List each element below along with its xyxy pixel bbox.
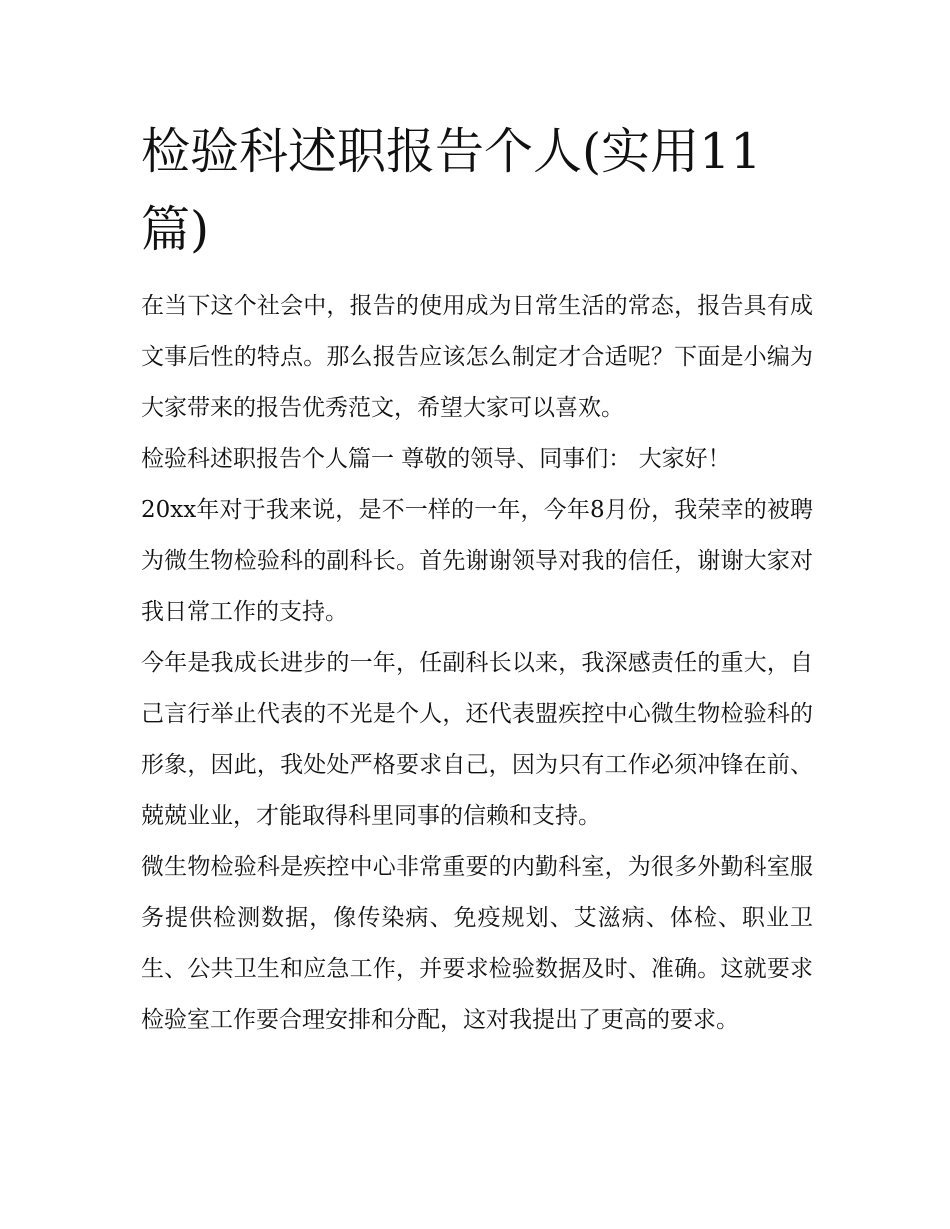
document-body bbox=[141, 281, 813, 1046]
paragraph-growth: 今年是我成长进步的一年，任副科长以来，我深感责任的重大，自己言行举止代表的不光是个人，还代表盟疾控中心微生物检验科的形象，因此，我处处严格要求自己，因为只有工作必须冲锋在前、兢兢业业，才能取得科里同事的信赖和支持。 bbox=[141, 650, 813, 829]
paragraph-appointment: 20xx年对于我来说，是不一样的一年，今年8月份，我荣幸的被聘为微生物检验科的副科长。首先谢谢领导对我的信任，谢谢大家对我日常工作的支持。 bbox=[141, 497, 813, 625]
paragraph-greeting: 检验科述职报告个人篇一 尊敬的领导、同事们： 大家好！ bbox=[141, 446, 731, 472]
document-title: 检验科述职报告个人(实用11篇) bbox=[141, 123, 762, 258]
paragraph-department: 微生物检验科是疾控中心非常重要的内勤科室，为很多外勤科室服务提供检测数据，像传染病、免疫规划、艾滋病、体检、职业卫生、公共卫生和应急工作，并要求检验数据及时、准确。这就要求检验室工作要合理安排和分配，这对我提出了更高的要求。 bbox=[141, 854, 813, 1033]
paragraph-intro: 在当下这个社会中，报告的使用成为日常生活的常态，报告具有成文事后性的特点。那么报告应该怎么制定才合适呢？下面是小编为大家带来的报告优秀范文，希望大家可以喜欢。 bbox=[141, 293, 813, 421]
